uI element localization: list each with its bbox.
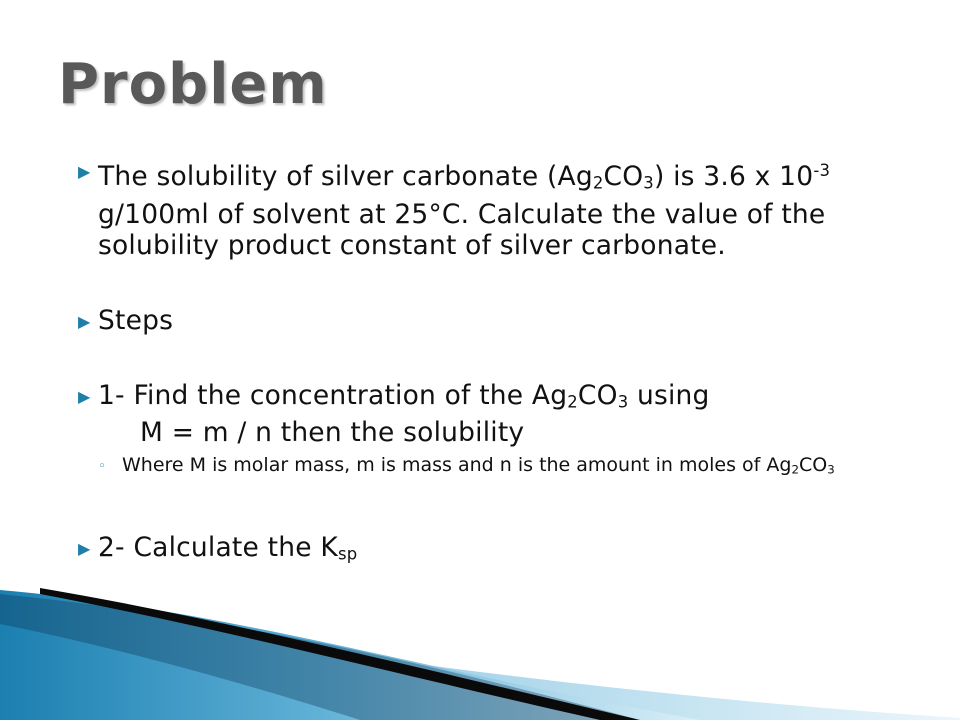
bullet-step-2 [78, 532, 898, 570]
bullet-text-line2: M = m / n then the solubility [140, 417, 525, 449]
triangle-right-icon: ▶ [78, 538, 91, 558]
triangle-right-icon: ▶ [78, 162, 91, 181]
slide-title: Problem [58, 52, 328, 117]
bullet-step-1 [78, 380, 898, 482]
bullet-text: 2- Calculate the $K_{sp}$ [98, 531, 358, 564]
decorative-swoosh [0, 580, 960, 720]
triangle-right-icon: ▶ [78, 386, 91, 406]
bullet-list [78, 155, 898, 569]
bullet-text: 1- Find the concentration of the $Ag_2CO_3$ using [98, 379, 710, 412]
bullet-text: The solubility of silver carbonate $(Ag_2CO_3)$ is 3.6 x $10^{-3}$ g/100ml of solvent at 25°C. Calculate the value of the solubility product constant of silver carbonate. [98, 161, 831, 261]
triangle-right-icon: ▶ [78, 311, 91, 331]
sub-bullet-molar-mass: ◦ Where M is molar mass, m is mass and n is the amount in moles of $Ag_2CO_3$ [98, 454, 835, 477]
bullet-steps [78, 305, 898, 336]
hollow-circle-icon: ◦ [98, 459, 106, 475]
bullet-text: Steps [98, 304, 174, 336]
bullet-problem-statement [78, 155, 898, 261]
